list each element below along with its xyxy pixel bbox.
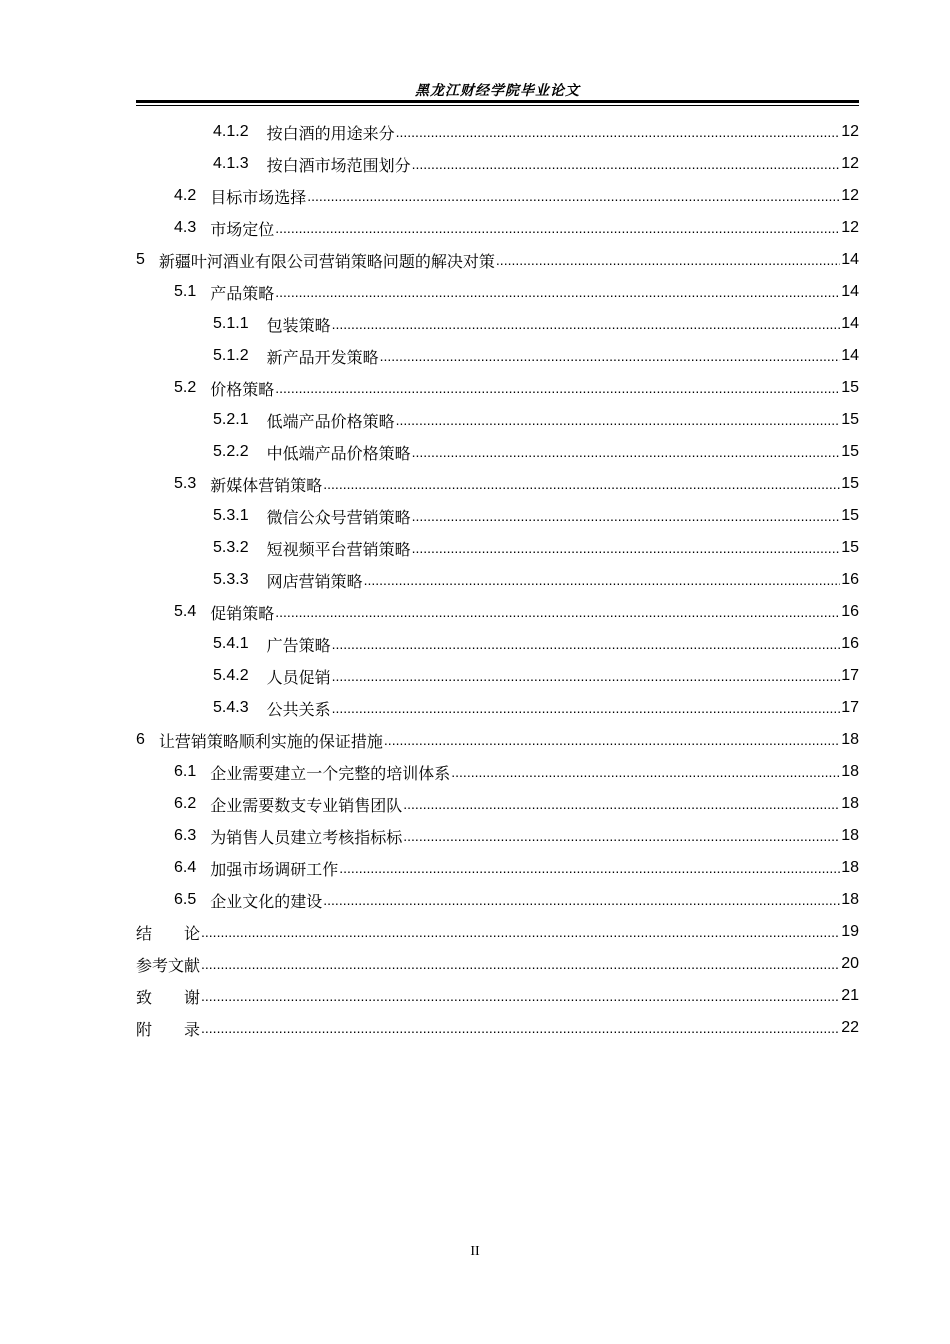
toc-entry-title: 让营销策略顺利实施的保证措施 [158, 731, 383, 751]
toc-entry-title: 目标市场选择 [210, 187, 307, 207]
toc-entry-title: 加强市场调研工作 [210, 859, 339, 879]
toc-dot-leader [323, 890, 840, 910]
toc-entry-number: 5.3.2 [213, 539, 249, 556]
toc-entry[interactable] [136, 596, 859, 628]
toc-entry-number: 5.1.2 [213, 347, 249, 364]
toc-entry-number: 6.3 [174, 827, 197, 844]
page-number: II [470, 1244, 480, 1259]
toc-entry-title: 价格策略 [210, 379, 275, 399]
toc-entry[interactable] [136, 404, 859, 436]
toc-entry[interactable] [136, 564, 859, 596]
toc-entry[interactable] [136, 884, 859, 916]
toc-entry[interactable] [136, 724, 859, 756]
toc-entry-number: 5.1 [174, 283, 197, 300]
toc-entry[interactable] [136, 436, 859, 468]
toc-entry[interactable] [136, 916, 859, 948]
toc-entry[interactable] [136, 308, 859, 340]
toc-entry-number: 5.4.2 [213, 667, 249, 684]
toc-entry-title: 短视频平台营销策略 [266, 539, 411, 559]
toc-entry-page: 12 [841, 187, 859, 204]
toc-entry-title: 企业需要建立一个完整的培训体系 [210, 763, 451, 783]
toc-entry-number: 5 [136, 251, 145, 268]
toc-entry-page: 16 [841, 571, 859, 588]
toc-entry-page: 16 [841, 635, 859, 652]
toc-dot-leader [384, 730, 840, 750]
toc-dot-leader [307, 186, 840, 206]
toc-entry-number: 5.3.1 [213, 507, 249, 524]
toc-entry[interactable] [136, 756, 859, 788]
toc-entry-title: 企业需要数支专业销售团队 [210, 795, 403, 815]
toc-entry[interactable] [136, 148, 859, 180]
toc-entry[interactable] [136, 1012, 859, 1044]
toc-entry-page: 15 [841, 411, 859, 428]
toc-entry-title: 促销策略 [210, 603, 275, 623]
toc-entry-title: 微信公众号营销策略 [266, 507, 411, 527]
toc-entry-title: 致 谢 [136, 987, 201, 1007]
toc-dot-leader [403, 794, 840, 814]
toc-entry-title: 广告策略 [266, 635, 331, 655]
toc-entry-number: 5.3.3 [213, 571, 249, 588]
toc-entry-number: 5.4.3 [213, 699, 249, 716]
toc-entry-page: 12 [841, 219, 859, 236]
toc-entry-page: 22 [841, 1019, 859, 1036]
toc-entry[interactable] [136, 276, 859, 308]
toc-entry-number: 6.5 [174, 891, 197, 908]
toc-dot-leader [403, 826, 840, 846]
toc-entry-number: 6.1 [174, 763, 197, 780]
toc-entry-title: 新媒体营销策略 [210, 475, 323, 495]
toc-entry-page: 15 [841, 539, 859, 556]
toc-entry-number: 4.3 [174, 219, 197, 236]
toc-entry-number: 5.2.2 [213, 443, 249, 460]
toc-entry[interactable] [136, 244, 859, 276]
toc-entry-page: 14 [841, 283, 859, 300]
toc-entry-title: 低端产品价格策略 [266, 411, 395, 431]
toc-entry-page: 18 [841, 827, 859, 844]
toc-entry-number: 4.2 [174, 187, 197, 204]
toc-dot-leader [332, 698, 841, 718]
toc-entry-number: 5.3 [174, 475, 197, 492]
toc-entry-number: 6.2 [174, 795, 197, 812]
toc-entry[interactable] [136, 948, 859, 980]
toc-entry-title: 新产品开发策略 [266, 347, 379, 367]
toc-entry-page: 17 [841, 667, 859, 684]
toc-entry-page: 18 [841, 763, 859, 780]
toc-entry-page: 15 [841, 507, 859, 524]
toc-dot-leader [332, 314, 841, 334]
toc-entry-number: 5.4 [174, 603, 197, 620]
toc-entry[interactable] [136, 180, 859, 212]
toc-entry[interactable] [136, 852, 859, 884]
toc-entry[interactable] [136, 628, 859, 660]
toc-entry-number: 5.2 [174, 379, 197, 396]
toc-dot-leader [332, 666, 841, 686]
header-rule-thick [136, 100, 859, 103]
toc-entry-page: 14 [841, 315, 859, 332]
toc-entry[interactable] [136, 660, 859, 692]
header-rule-thin [136, 105, 859, 106]
toc-entry-title: 按白酒的用途来分 [266, 123, 395, 143]
toc-dot-leader [275, 602, 840, 622]
toc-entry-page: 21 [841, 987, 859, 1004]
toc-dot-leader [275, 282, 840, 302]
page-header-title: 黑龙江财经学院毕业论文 [415, 83, 580, 99]
toc-entry-page: 19 [841, 923, 859, 940]
toc-entry-page: 12 [841, 155, 859, 172]
toc-dot-leader [396, 122, 841, 142]
toc-entry-number: 5.2.1 [213, 411, 249, 428]
toc-entry-page: 18 [841, 795, 859, 812]
toc-entry[interactable] [136, 980, 859, 1012]
toc-dot-leader [412, 442, 841, 462]
toc-entry-title: 附 录 [136, 1019, 201, 1039]
toc-dot-leader [275, 378, 840, 398]
toc-entry-page: 15 [841, 443, 859, 460]
toc-dot-leader [339, 858, 840, 878]
toc-entry[interactable] [136, 500, 859, 532]
toc-entry-page: 18 [841, 859, 859, 876]
toc-entry-page: 18 [841, 731, 859, 748]
toc-entry[interactable] [136, 692, 859, 724]
toc-dot-leader [323, 474, 840, 494]
toc-dot-leader [364, 570, 841, 590]
toc-entry-title: 按白酒市场范围划分 [266, 155, 411, 175]
toc-dot-leader [496, 250, 840, 270]
toc-dot-leader [332, 634, 841, 654]
toc-dot-leader [412, 506, 841, 526]
toc-entry-page: 18 [841, 891, 859, 908]
toc-entry[interactable] [136, 468, 859, 500]
toc-dot-leader [396, 410, 841, 430]
toc-entry-number: 6.4 [174, 859, 197, 876]
toc-entry-page: 15 [841, 475, 859, 492]
toc-entry-title: 包装策略 [266, 315, 331, 335]
toc-entry-title: 新疆叶河酒业有限公司营销策略问题的解决对策 [158, 251, 495, 271]
toc-entry-number: 6 [136, 731, 145, 748]
toc-entry[interactable] [136, 340, 859, 372]
toc-entry[interactable] [136, 212, 859, 244]
toc-entry-title: 结 论 [136, 923, 201, 943]
toc-entry-page: 16 [841, 603, 859, 620]
toc-entry[interactable] [136, 820, 859, 852]
toc-entry-number: 5.4.1 [213, 635, 249, 652]
toc-entry-page: 15 [841, 379, 859, 396]
toc-entry-title: 企业文化的建设 [210, 891, 323, 911]
toc-entry-title: 网店营销策略 [266, 571, 363, 591]
toc-entry-title: 参考文献 [136, 955, 201, 975]
toc-entry-page: 20 [841, 955, 859, 972]
toc-entry-page: 14 [841, 251, 859, 268]
toc-entry-number: 4.1.2 [213, 123, 249, 140]
toc-dot-leader [275, 218, 840, 238]
toc-dot-leader [451, 762, 840, 782]
toc-dot-leader [412, 154, 841, 174]
toc-entry-number: 5.1.1 [213, 315, 249, 332]
toc-entry-page: 12 [841, 123, 859, 140]
toc-entry[interactable] [136, 532, 859, 564]
toc-dot-leader [201, 986, 840, 1006]
toc-dot-leader [201, 922, 840, 942]
toc-entry[interactable] [136, 372, 859, 404]
toc-entry-number: 4.1.3 [213, 155, 249, 172]
toc-entry[interactable] [136, 116, 859, 148]
toc-entry-title: 公共关系 [266, 699, 331, 719]
toc-dot-leader [380, 346, 841, 366]
toc-entry-title: 中低端产品价格策略 [266, 443, 411, 463]
toc-dot-leader [412, 538, 841, 558]
toc-entry[interactable] [136, 788, 859, 820]
toc-entry-title: 产品策略 [210, 283, 275, 303]
table-of-contents [136, 116, 859, 1044]
toc-entry-page: 17 [841, 699, 859, 716]
toc-entry-title: 市场定位 [210, 219, 275, 239]
toc-dot-leader [201, 1018, 840, 1038]
toc-entry-title: 人员促销 [266, 667, 331, 687]
toc-entry-title: 为销售人员建立考核指标标 [210, 827, 403, 847]
toc-dot-leader [201, 954, 840, 974]
toc-entry-page: 14 [841, 347, 859, 364]
